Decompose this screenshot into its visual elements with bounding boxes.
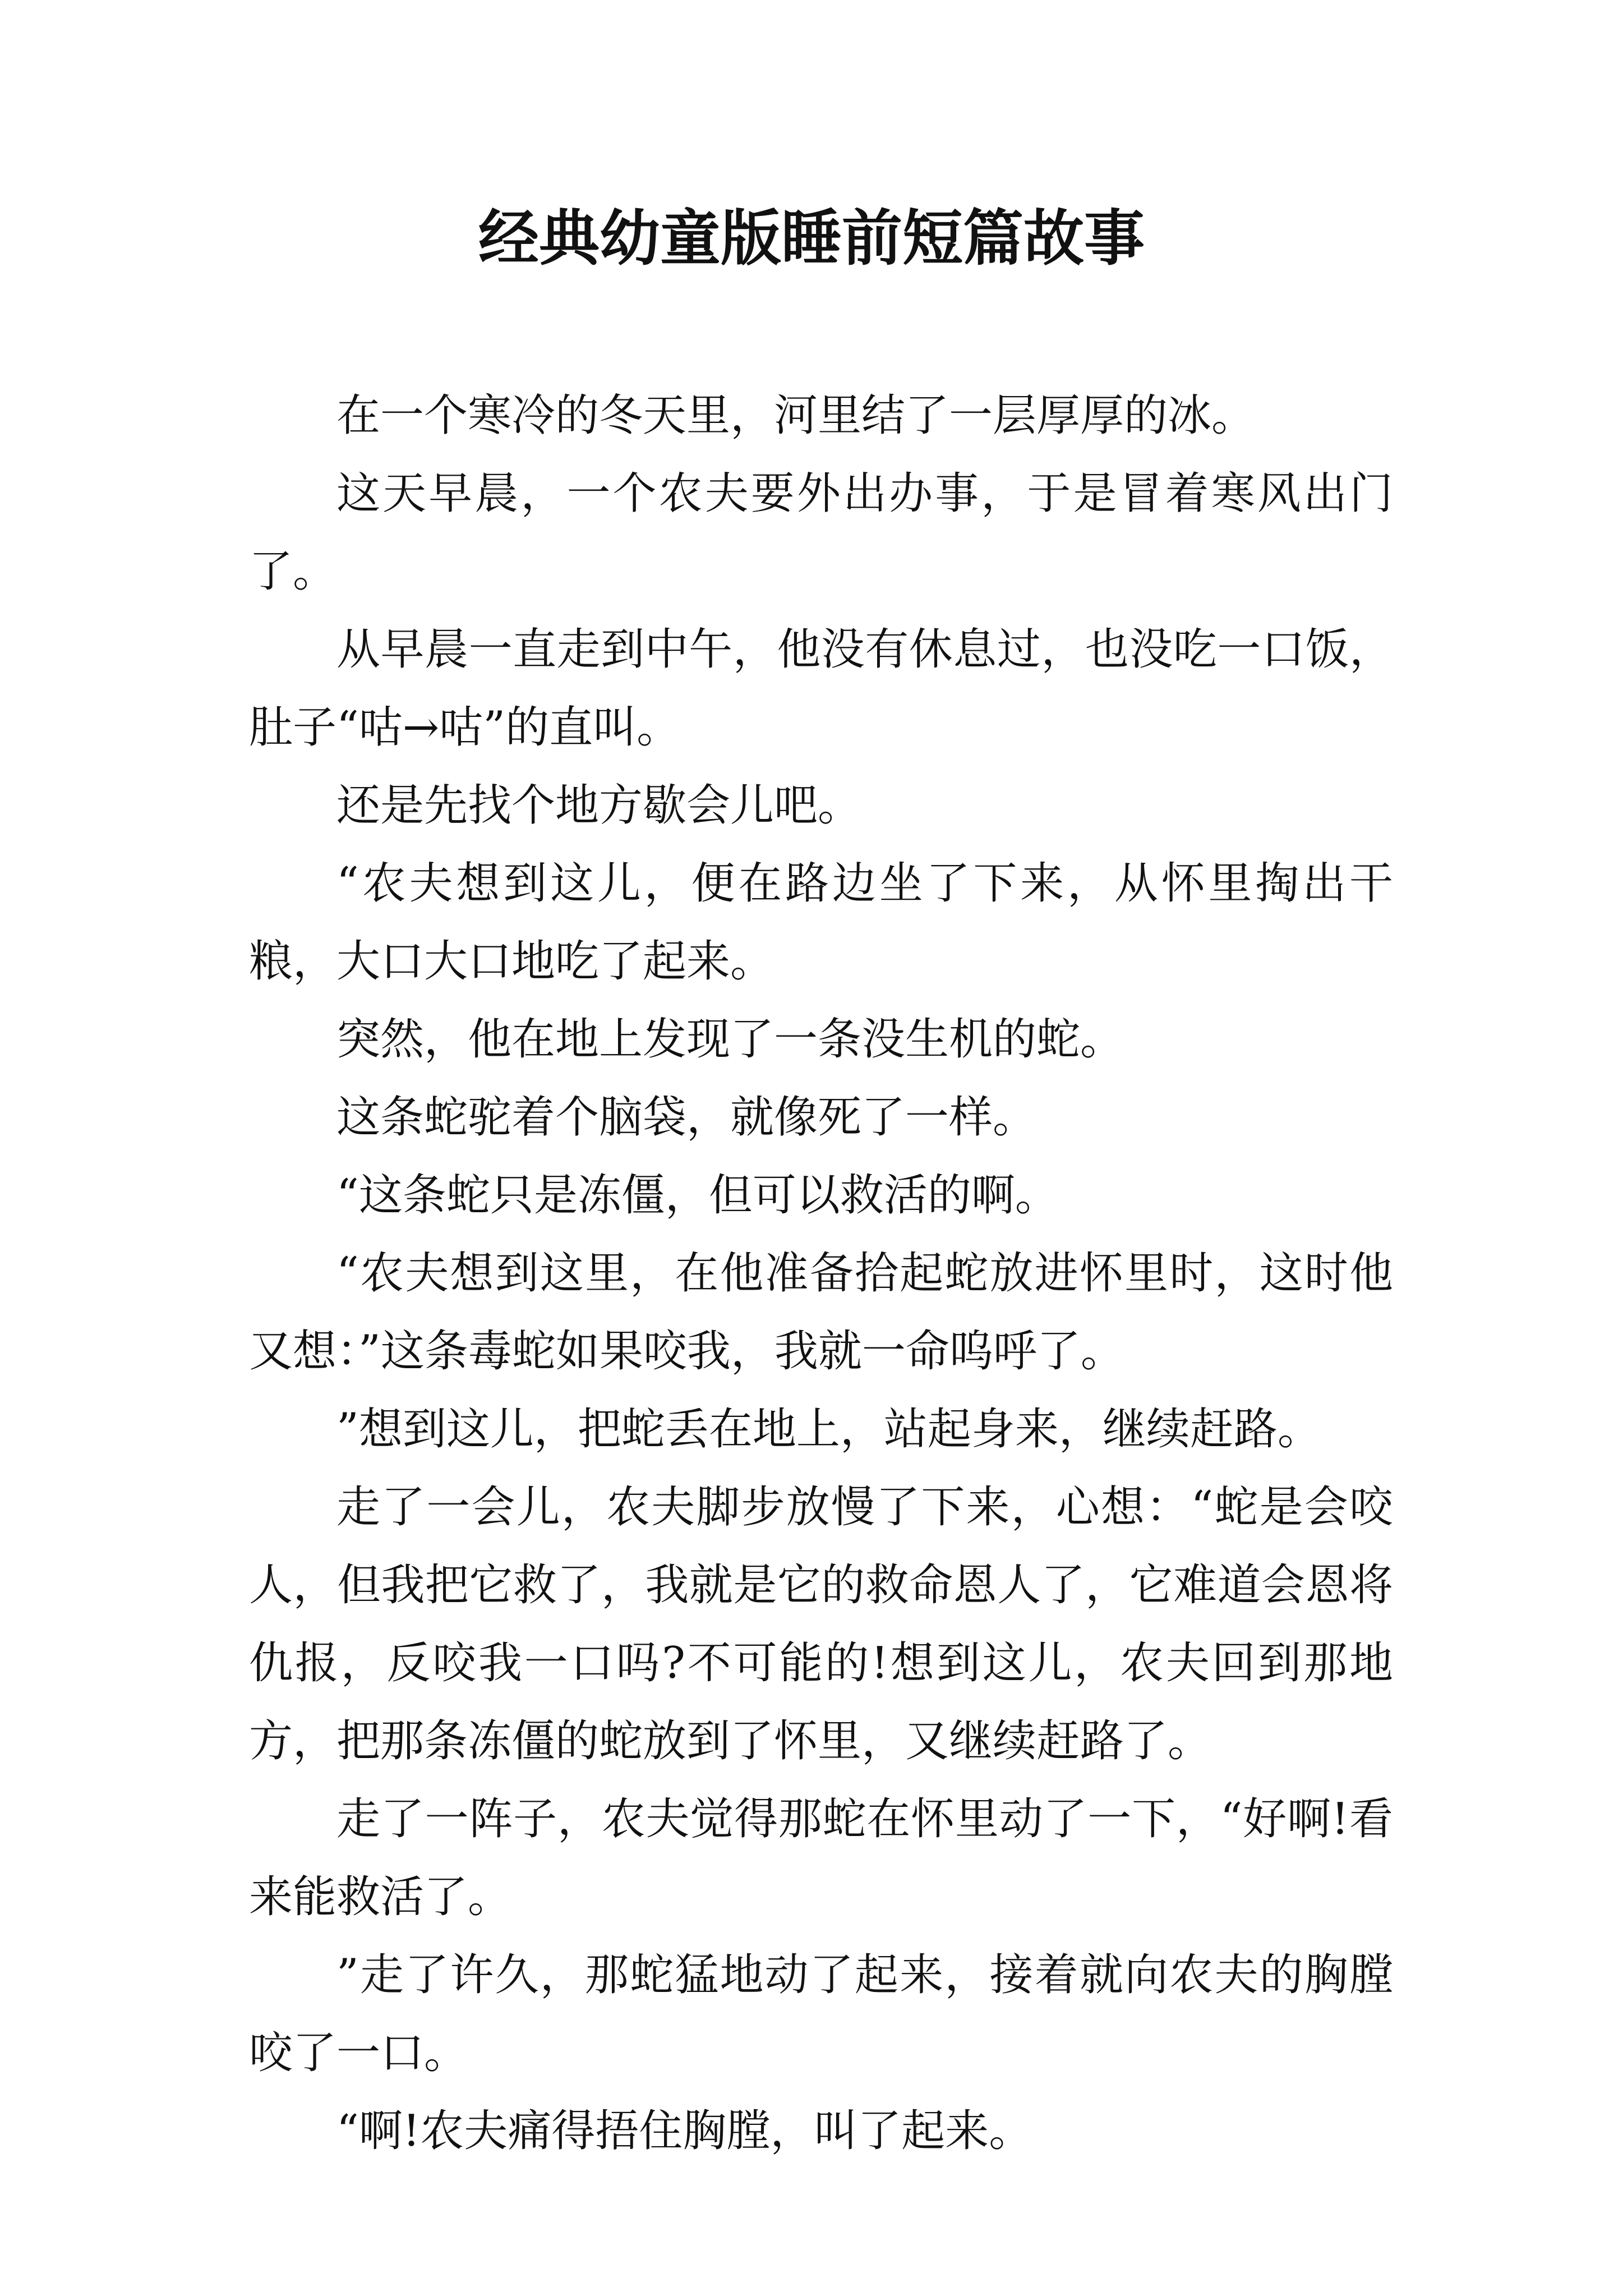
paragraph: ”走了许久，那蛇猛地动了起来，接着就向农夫的胸膛咬了一口。: [249, 1950, 1393, 2078]
paragraph: “这条蛇只是冻僵，但可以救活的啊。: [336, 1170, 1059, 1221]
paragraph: ”想到这儿，把蛇丢在地上，站起身来，继续赶路。: [336, 1404, 1321, 1455]
paragraph: “农夫想到这儿，便在路边坐了下来，从怀里掏出干粮，大口大口地吃了起来。: [249, 858, 1393, 987]
paragraph: 从早晨一直走到中午，他没有休息过，也没吃一口饭，肚子“咕→咕”的直叫。: [249, 624, 1393, 753]
paragraph: 突然，他在地上发现了一条没生机的蛇。: [336, 1014, 1124, 1065]
paragraph: 这天早晨，一个农夫要外出办事，于是冒着寒风出门了。: [249, 468, 1393, 597]
paragraph: 这条蛇驼着个脑袋，就像死了一样。: [336, 1092, 1037, 1143]
paragraph: “农夫想到这里，在他准备拾起蛇放进怀里时，这时他又想：”这条毒蛇如果咬我，我就一命呜呼了。: [249, 1248, 1393, 1377]
document-body: [249, 377, 1393, 2170]
document-title: 经典幼童版睡前短篇故事: [478, 203, 1145, 274]
paragraph: “啊!农夫痛得捂住胸膛，叫了起来。: [336, 2106, 1033, 2156]
paragraph: 还是先找个地方歇会儿吧。: [336, 780, 862, 831]
paragraph: 在一个寒冷的冬天里，河里结了一层厚厚的冰。: [336, 390, 1256, 441]
paragraph: 走了一阵子，农夫觉得那蛇在怀里动了一下，“好啊!看来能救活了。: [249, 1794, 1393, 1922]
paragraph: 走了一会儿，农夫脚步放慢了下来，心想：“蛇是会咬人，但我把它救了，我就是它的救命恩人了，它难道会恩将仇报，反咬我一口吗?不可能的!想到这儿，农夫回到那地方，把那条冻僵的蛇放到了怀里，又继续赶路了。: [249, 1482, 1393, 1766]
